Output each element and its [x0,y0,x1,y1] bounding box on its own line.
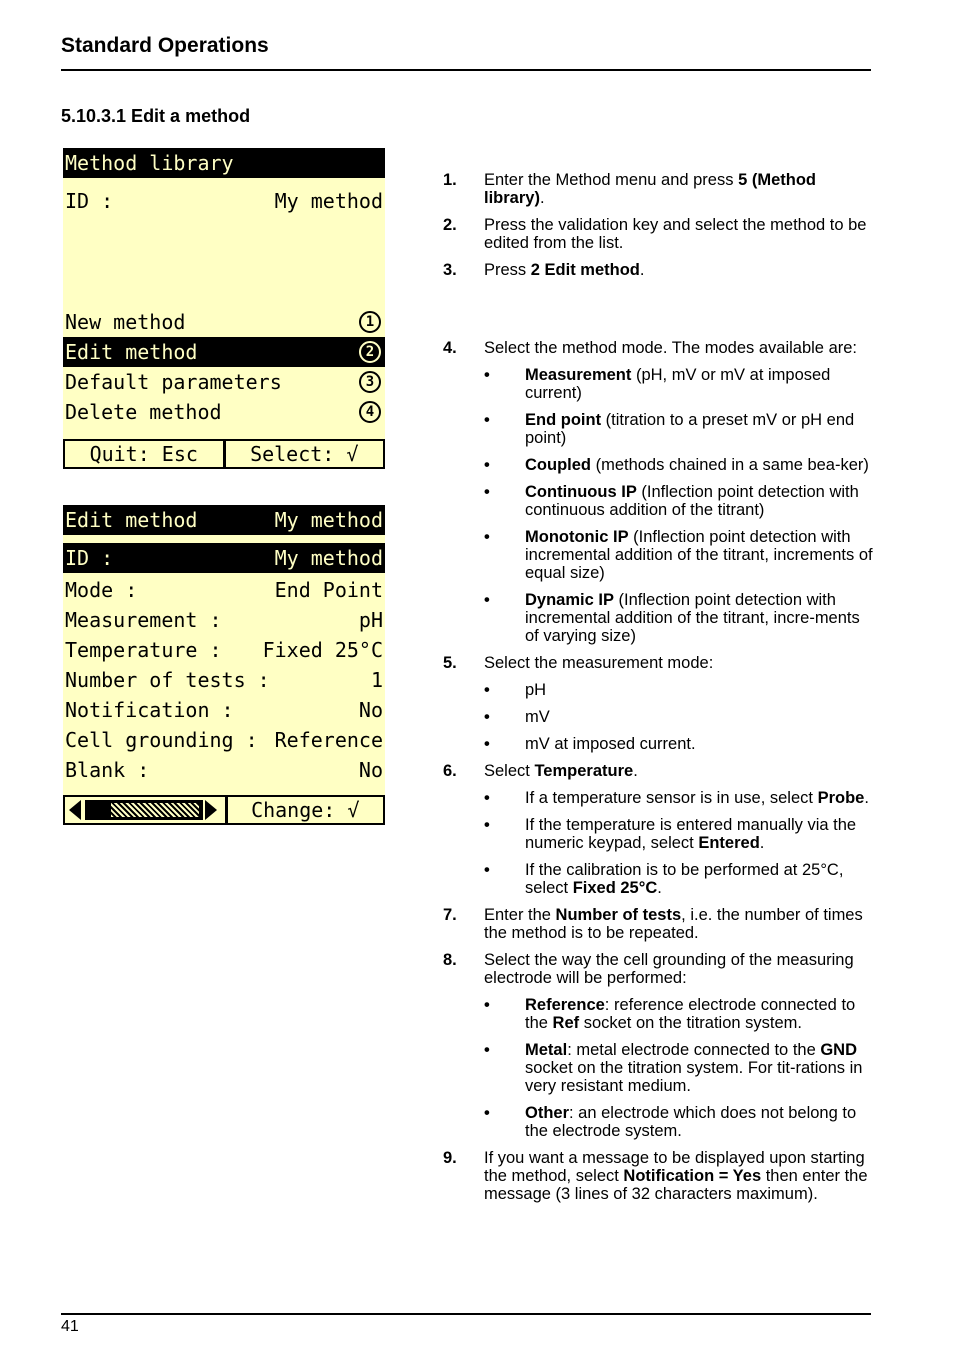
bullet-text: . [759,834,765,852]
param-row-number-of-tests[interactable] [63,665,385,695]
step-number: 8. [443,951,457,969]
bullet-text: If the calibration is to be performed at 25°C, select [525,861,844,897]
screen-title-value: My method [274,508,383,532]
bullet-text: pH [525,681,547,699]
step-1 [443,171,873,207]
step-4 [443,339,873,645]
param-value: pH [358,608,383,632]
list-item: • mV [484,708,550,726]
param-label: Number of tests : [65,668,270,692]
bullet-text: (titration to a preset mV or pH end point) [525,411,855,447]
step-number: 1. [443,171,457,189]
steps-group-2 [443,339,873,1212]
step-text: . [633,762,638,780]
bullet-list [484,996,873,1140]
bullet-emphasis: Entered [698,834,760,852]
bullet-text: socket on the titration system. For tit-rations in very resistant medium. [525,1059,863,1095]
list-item: • If the calibration is to be performed at 25°C, select Fixed 25°C. [484,861,844,897]
param-value: End Point [274,578,383,602]
param-label: Measurement : [65,608,222,632]
bullet-text: (pH, mV or mV at imposed current) [525,366,831,402]
step-text: Select the way the cell grounding of the measuring electrode will be performed: [484,951,854,987]
edit-method-screen [63,505,385,825]
bullet-emphasis: End point [525,411,602,429]
step-text: Select the method mode. The modes available are: [484,339,857,357]
step-text: Select [484,762,535,780]
param-label: Blank : [65,758,150,782]
scroll-softkey[interactable] [63,795,227,825]
param-value: No [358,698,383,722]
list-item: • Dynamic IP (Inflection point detection with incremental addition of the titrant, incre-ments of varying size) [484,591,860,645]
step-5 [443,654,873,753]
page-header-title: Standard Operations [61,34,269,57]
param-row-blank[interactable] [63,755,385,785]
menu-item-edit-method[interactable] [63,337,385,367]
number-2-icon: 2 [359,341,381,363]
bullet-list [484,681,873,753]
list-item: • pH [484,681,547,699]
select-softkey[interactable]: Select: √ [225,439,386,469]
bullet-text: : metal electrode connected to the [567,1041,821,1059]
quit-softkey[interactable]: Quit: Esc [63,439,225,469]
step-emphasis: Number of tests [555,906,682,924]
screen-title-bar [63,505,385,535]
param-row-mode[interactable] [63,575,385,605]
id-label: ID : [65,189,114,213]
change-softkey[interactable]: Change: √ [227,795,386,825]
step-text: Enter the [484,906,556,924]
softkey-bar [63,795,385,825]
list-item: • mV at imposed current. [484,735,696,753]
step-number: 9. [443,1149,457,1167]
step-text: . [539,189,545,207]
method-library-screen [63,148,385,469]
param-value: No [358,758,383,782]
step-emphasis: 2 Edit method [530,261,640,279]
list-item: • End point (titration to a preset mV or pH end point) [484,411,855,447]
param-row-cell-grounding[interactable] [63,725,385,755]
step-emphasis: 5 (Method library) [484,171,816,207]
step-2 [443,216,873,252]
param-value: 1 [370,668,383,692]
step-text: Press [484,261,531,279]
step-number: 7. [443,906,457,924]
bullet-emphasis: Dynamic IP [525,591,614,609]
param-value: My method [274,546,383,570]
bullet-emphasis: Measurement [525,366,632,384]
param-label: Notification : [65,698,234,722]
list-item: • If a temperature sensor is in use, select Probe. [484,789,869,807]
screen-title: Edit method [65,508,198,532]
bullet-emphasis: Probe [817,789,865,807]
step-text: Enter the Method menu and press [484,171,739,189]
bullet-text: (Inflection point detection with incremental addition of the titrant, incre-ments of varying size) [525,591,860,645]
bullet-emphasis: Reference [525,996,605,1014]
step-emphasis: Notification = Yes [623,1167,762,1185]
list-item: • Monotonic IP (Inflection point detection with incremental addition of the titrant, increments of equal size) [484,528,873,582]
bullet-text: . [864,789,869,807]
section-title: 5.10.3.1 Edit a method [61,106,251,126]
screen-title: Method library [65,151,234,175]
bullet-list [484,789,873,897]
step-9 [443,1149,873,1203]
bullet-text: (methods chained in a same bea-ker) [591,456,869,474]
step-number: 6. [443,762,457,780]
param-row-measurement[interactable] [63,605,385,635]
param-label: ID : [65,546,114,570]
step-6 [443,762,873,897]
param-value: Reference [274,728,383,752]
screen-title-bar [63,148,385,178]
number-3-icon: 3 [359,371,381,393]
bullet-text: . [657,879,662,897]
left-arrow-icon [69,800,81,820]
bullet-emphasis: Monotonic IP [525,528,629,546]
bullet-emphasis: Ref [552,1014,580,1032]
step-text: , i.e. the number of times the method is to be repeated. [484,906,863,942]
step-number: 4. [443,339,457,357]
scrollbar-thumb[interactable] [111,803,199,817]
list-item: • Measurement (pH, mV or mV at imposed current) [484,366,831,402]
step-text: If you want a message to be displayed upon starting the method, select [484,1149,865,1185]
menu-item-new-method[interactable] [63,307,385,337]
param-row-temperature[interactable] [63,635,385,665]
number-4-icon: 4 [359,401,381,423]
step-text: then enter the message (3 lines of 32 characters maximum). [484,1167,868,1203]
page-number: 41 [61,1318,79,1335]
bullet-text: mV [525,708,550,726]
number-1-icon: 1 [359,311,381,333]
param-label: Cell grounding : [65,728,258,752]
step-text: Select the measurement mode: [484,654,714,672]
step-emphasis: Temperature [534,762,634,780]
step-number: 5. [443,654,457,672]
bullet-text: If a temperature sensor is in use, select [525,789,818,807]
softkey-bar [63,439,385,469]
menu-item-label: Edit method [65,340,198,364]
menu-item-label: New method [65,310,186,334]
step-7 [443,906,873,942]
id-value: My method [274,189,383,213]
bullet-emphasis: Metal [525,1041,568,1059]
id-row [63,186,385,216]
header-rule [61,69,871,71]
param-row-id[interactable] [63,543,385,573]
menu-item-delete-method[interactable] [63,397,385,427]
list-item: • Coupled (methods chained in a same bea-ker) [484,456,869,474]
footer-rule [61,1313,871,1315]
bullet-list [484,366,873,645]
param-value: Fixed 25°C [262,638,383,662]
step-8 [443,951,873,1140]
param-row-notification[interactable] [63,695,385,725]
param-label: Temperature : [65,638,222,662]
list-item: • Other: an electrode which does not belong to the electrode system. [484,1104,857,1140]
bullet-text: : an electrode which does not belong to the electrode system. [525,1104,857,1140]
bullet-text: : reference electrode connected to the [525,996,856,1032]
list-item: • Reference: reference electrode connected to the Ref socket on the titration system. [484,996,856,1032]
menu-item-label: Delete method [65,400,222,424]
bullet-text: If the temperature is entered manually via the numeric keypad, select [525,816,857,852]
step-text: . [639,261,645,279]
right-arrow-icon [205,800,217,820]
bullet-text: (Inflection point detection with continuous addition of the titrant) [525,483,859,519]
bullet-text: mV at imposed current. [525,735,696,753]
list-item: • Continuous IP (Inflection point detection with continuous addition of the titrant) [484,483,859,519]
bullet-emphasis: Other [525,1104,570,1122]
bullet-emphasis: Continuous IP [525,483,637,501]
menu-item-label: Default parameters [65,370,282,394]
list-item: • If the temperature is entered manually via the numeric keypad, select Entered. [484,816,857,852]
list-item: • Metal: metal electrode connected to the GND socket on the titration system. For tit-rations in very resistant medium. [484,1041,863,1095]
step-number: 2. [443,216,457,234]
step-number: 3. [443,261,457,279]
scrollbar[interactable] [85,800,203,820]
steps-group-1 [443,171,873,288]
bullet-text: socket on the titration system. [579,1014,802,1032]
bullet-text: (Inflection point detection with incremental addition of the titrant, increments of equal size) [525,528,873,582]
menu-item-default-parameters[interactable] [63,367,385,397]
bullet-emphasis: Fixed 25°C [572,879,658,897]
step-text: Press the validation key and select the method to be edited from the list. [484,216,867,252]
step-3 [443,261,873,279]
bullet-emphasis: Coupled [525,456,591,474]
param-label: Mode : [65,578,138,602]
bullet-emphasis: GND [820,1041,858,1059]
